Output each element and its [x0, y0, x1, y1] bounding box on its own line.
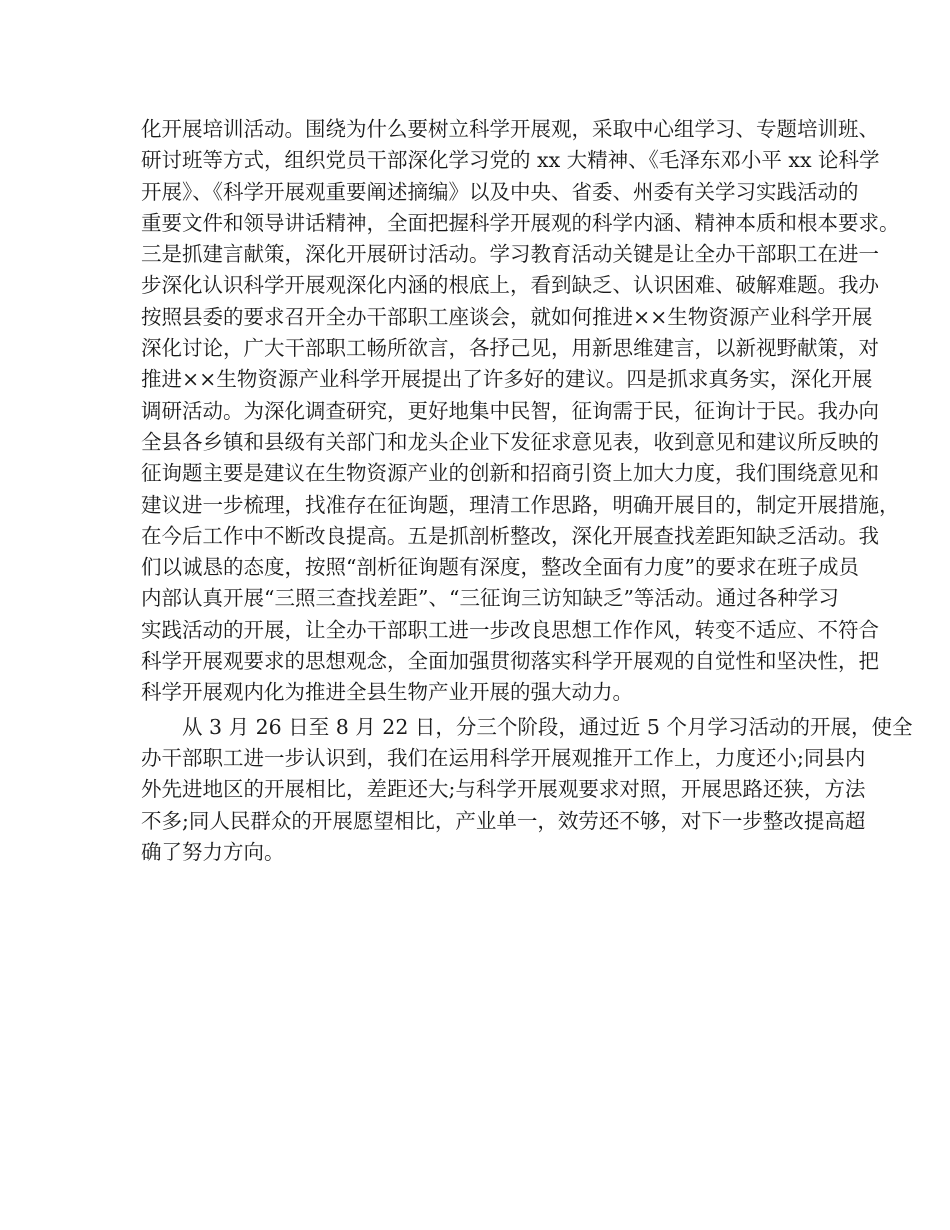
paragraph-1 — [141, 114, 900, 709]
text-line: 科学开展观要求的思想观念，全面加强贯彻落实科学开展观的自觉性和坚决性，把 — [141, 649, 879, 674]
text-line: 全县各乡镇和县级有关部门和龙头企业下发征求意见表，收到意见和建议所反映的 — [141, 429, 879, 454]
text-line: 内部认真开展“三照三查找差距”、“三征询三访知缺乏”等活动。通过各种学习 — [141, 586, 839, 611]
text-line: 外先进地区的开展相比，差距还大;与科学开展观要求对照，开展思路还狭，方法 — [141, 777, 866, 802]
text-line: 建议进一步梳理，找准存在征询题，理清工作思路，明确开展目的，制定开展措施， — [141, 492, 900, 517]
text-line: 开展》、《科学开展观重要阐述摘编》以及中央、省委、州委有关学习实践活动的 — [141, 179, 859, 204]
text-line: 从 3 月 26 日至 8 月 22 日，分三个阶段，通过近 5 个月学习活动的开展，使全 — [182, 714, 913, 739]
text-line: 不多;同人民群众的开展愿望相比，产业单一，效劳还不够，对下一步整改提高超 — [141, 808, 866, 833]
text-line: 化开展培训活动。围绕为什么要树立科学开展观，采取中心组学习、专题培训班、 — [141, 117, 879, 141]
text-line: 按照县委的要求召开全办干部职工座谈会，就如何推进××生物资源产业科学开展 — [141, 304, 873, 329]
text-line: 确了努力方向。 — [141, 839, 285, 864]
text-line: 们以诚恳的态度，按照“剖析征询题有深度，整改全面有力度”的要求在班子成员 — [141, 555, 859, 580]
text-line: 在今后工作中不断改良提高。五是抓剖析整改，深化开展查找差距知缺乏活动。我 — [141, 523, 879, 548]
text-line: 深化讨论，广大干部职工畅所欲言，各抒己见，用新思维建言，以新视野献策，对 — [141, 336, 879, 361]
text-line: 科学开展观内化为推进全县生物产业开展的强大动力。 — [141, 680, 633, 705]
text-line: 三是抓建言献策，深化开展研讨活动。学习教育活动关键是让全办干部职工在进一 — [141, 242, 879, 267]
text-line: 重要文件和领导讲话精神，全面把握科学开展观的科学内涵、精神本质和根本要求。 — [141, 210, 900, 235]
text-line: 调研活动。为深化调查研究，更好地集中民智，征询需于民，征询计于民。我办向 — [141, 398, 879, 423]
text-line: 办干部职工进一步认识到，我们在运用科学开展观推开工作上，力度还小;同县内 — [141, 745, 866, 770]
text-line: 推进××生物资源产业科学开展提出了许多好的建议。四是抓求真务实，深化开展 — [141, 367, 873, 392]
text-line: 征询题主要是建议在生物资源产业的创新和招商引资上加大力度，我们围绕意见和 — [141, 461, 879, 486]
document-body — [141, 114, 913, 868]
text-line: 研讨班等方式，组织党员干部深化学习党的 xx 大精神、《毛泽东邓小平 xx 论科学 — [141, 148, 880, 173]
paragraph-2 — [141, 712, 913, 868]
text-line: 步深化认识科学开展观深化内涵的根底上，看到缺乏、认识困难、破解难题。我办 — [141, 273, 879, 298]
text-line: 实践活动的开展，让全办干部职工进一步改良思想工作作风，转变不适应、不符合 — [141, 617, 879, 642]
